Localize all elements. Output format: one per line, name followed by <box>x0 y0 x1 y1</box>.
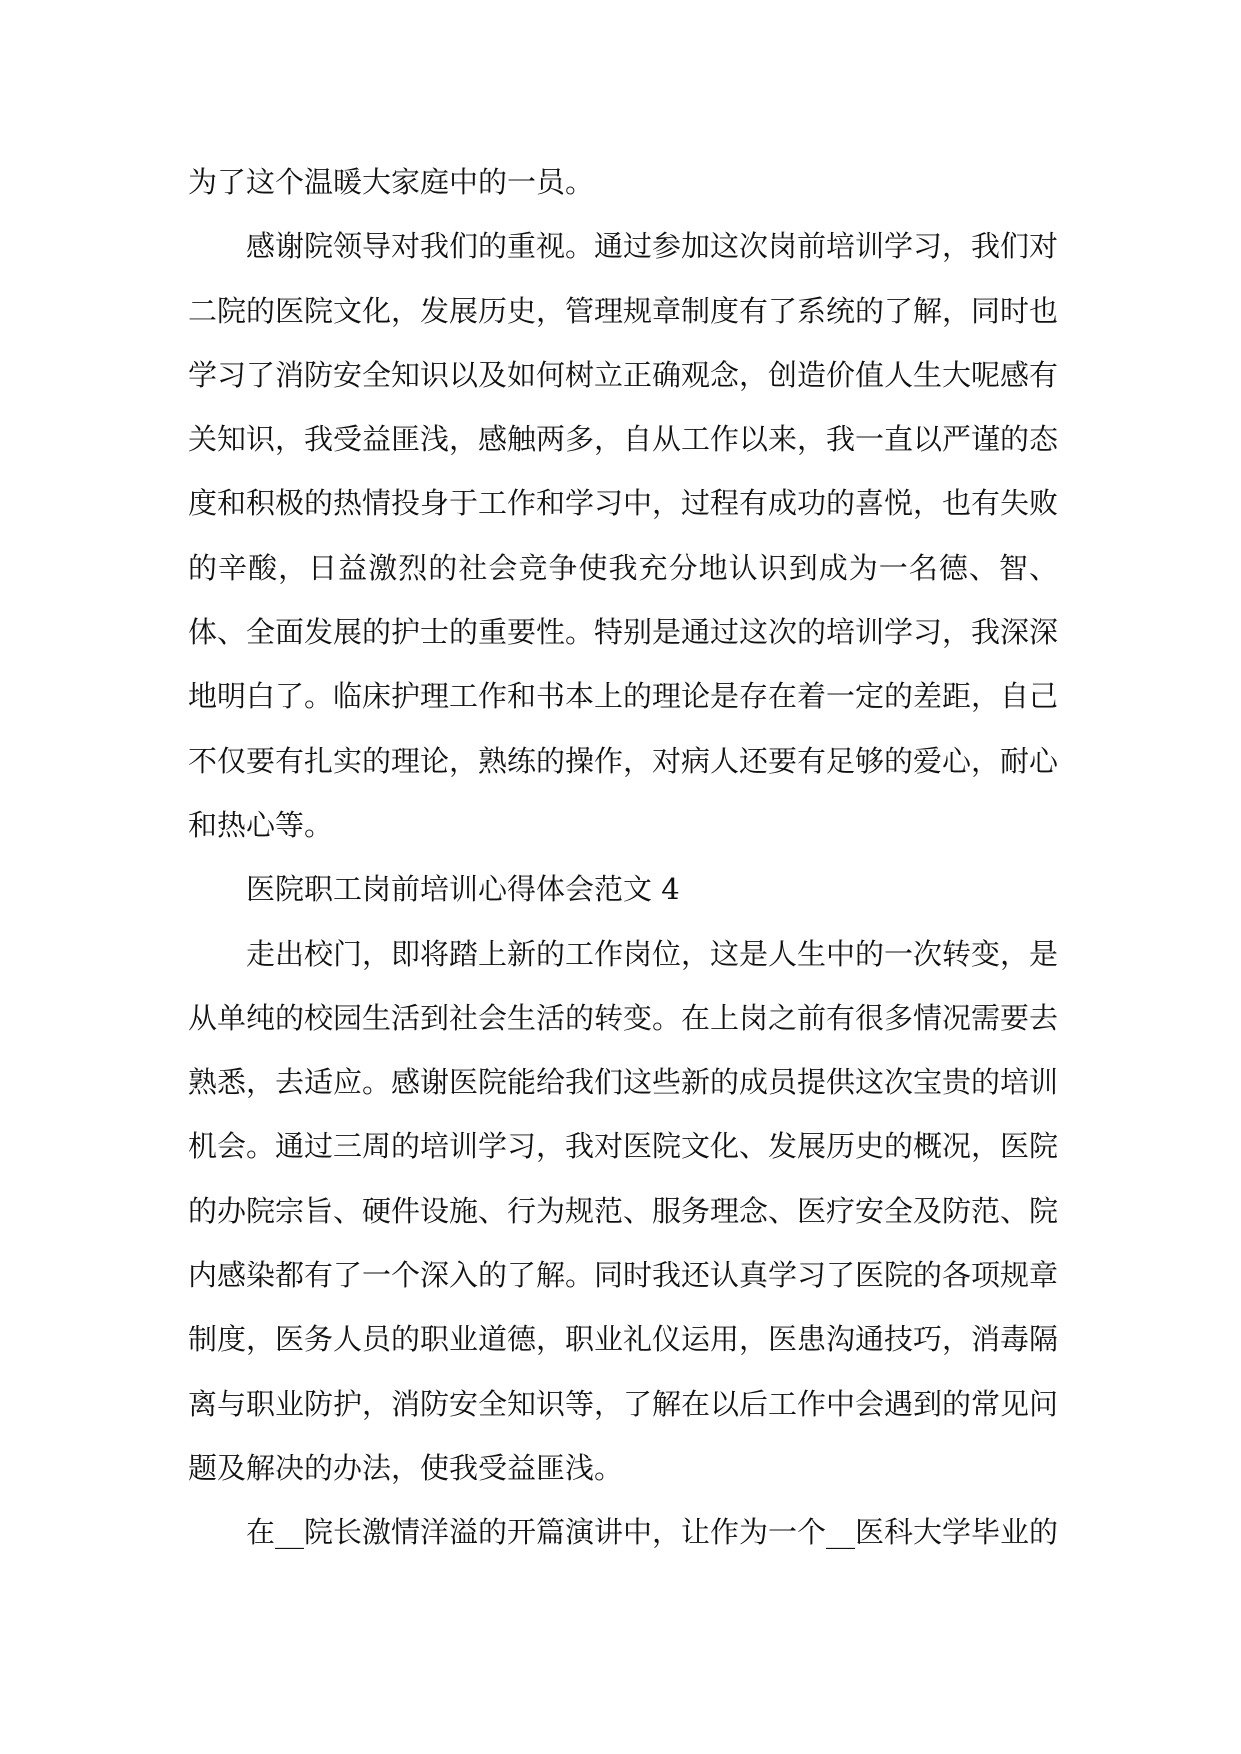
document-body <box>188 150 1058 1565</box>
paragraph-continuation: 为了这个温暖大家庭中的一员。 <box>188 165 595 199</box>
paragraph-leaving-school: 走出校门，即将踏上新的工作岗位，这是人生中的一次转变，是从单纯的校园生活到社会生活的转变。在上岗之前有很多情况需要去熟悉，去适应。感谢医院能给我们这些新的成员提供这次宝贵的培训机会。通过三周的培训学习，我对医院文化、发展历史的概况，医院的办院宗旨、硬件设施、行为规范、服务理念、医疗安全及防范、院内感染都有了一个深入的了解。同时我还认真学习了医院的各项规章制度，医务人员的职业道德，职业礼仪运用，医患沟通技巧，消毒隔离与职业防护，消防安全知识等，了解在以后工作中会遇到的常见问题及解决的办法，使我受益匪浅。 <box>188 936 1059 1485</box>
paragraph-president-speech: 在__院长激情洋溢的开篇演讲中，让作为一个__医科大学毕业的 <box>246 1515 1059 1550</box>
paragraph-training-reflection: 感谢院领导对我们的重视。通过参加这次岗前培训学习，我们对二院的医院文化，发展历史，管理规章制度有了系统的了解，同时也学习了消防安全知识以及如何树立正确观念，创造价值人生大呢感有关知识，我受益匪浅，感触两多，自从工作以来，我一直以严谨的态度和积极的热情投身于工作和学习中，过程有成功的喜悦，也有失败的辛酸，日益激烈的社会竞争使我充分地认识到成为一名德、智、体、全面发展的护士的重要性。特别是通过这次的培训学习，我深深地明白了。临床护理工作和书本上的理论是存在着一定的差距，自己不仅要有扎实的理论，熟练的操作，对病人还要有足够的爱心，耐心和热心等。 <box>188 229 1059 842</box>
section-heading: 医院职工岗前培训心得体会范文 4 <box>246 872 680 907</box>
